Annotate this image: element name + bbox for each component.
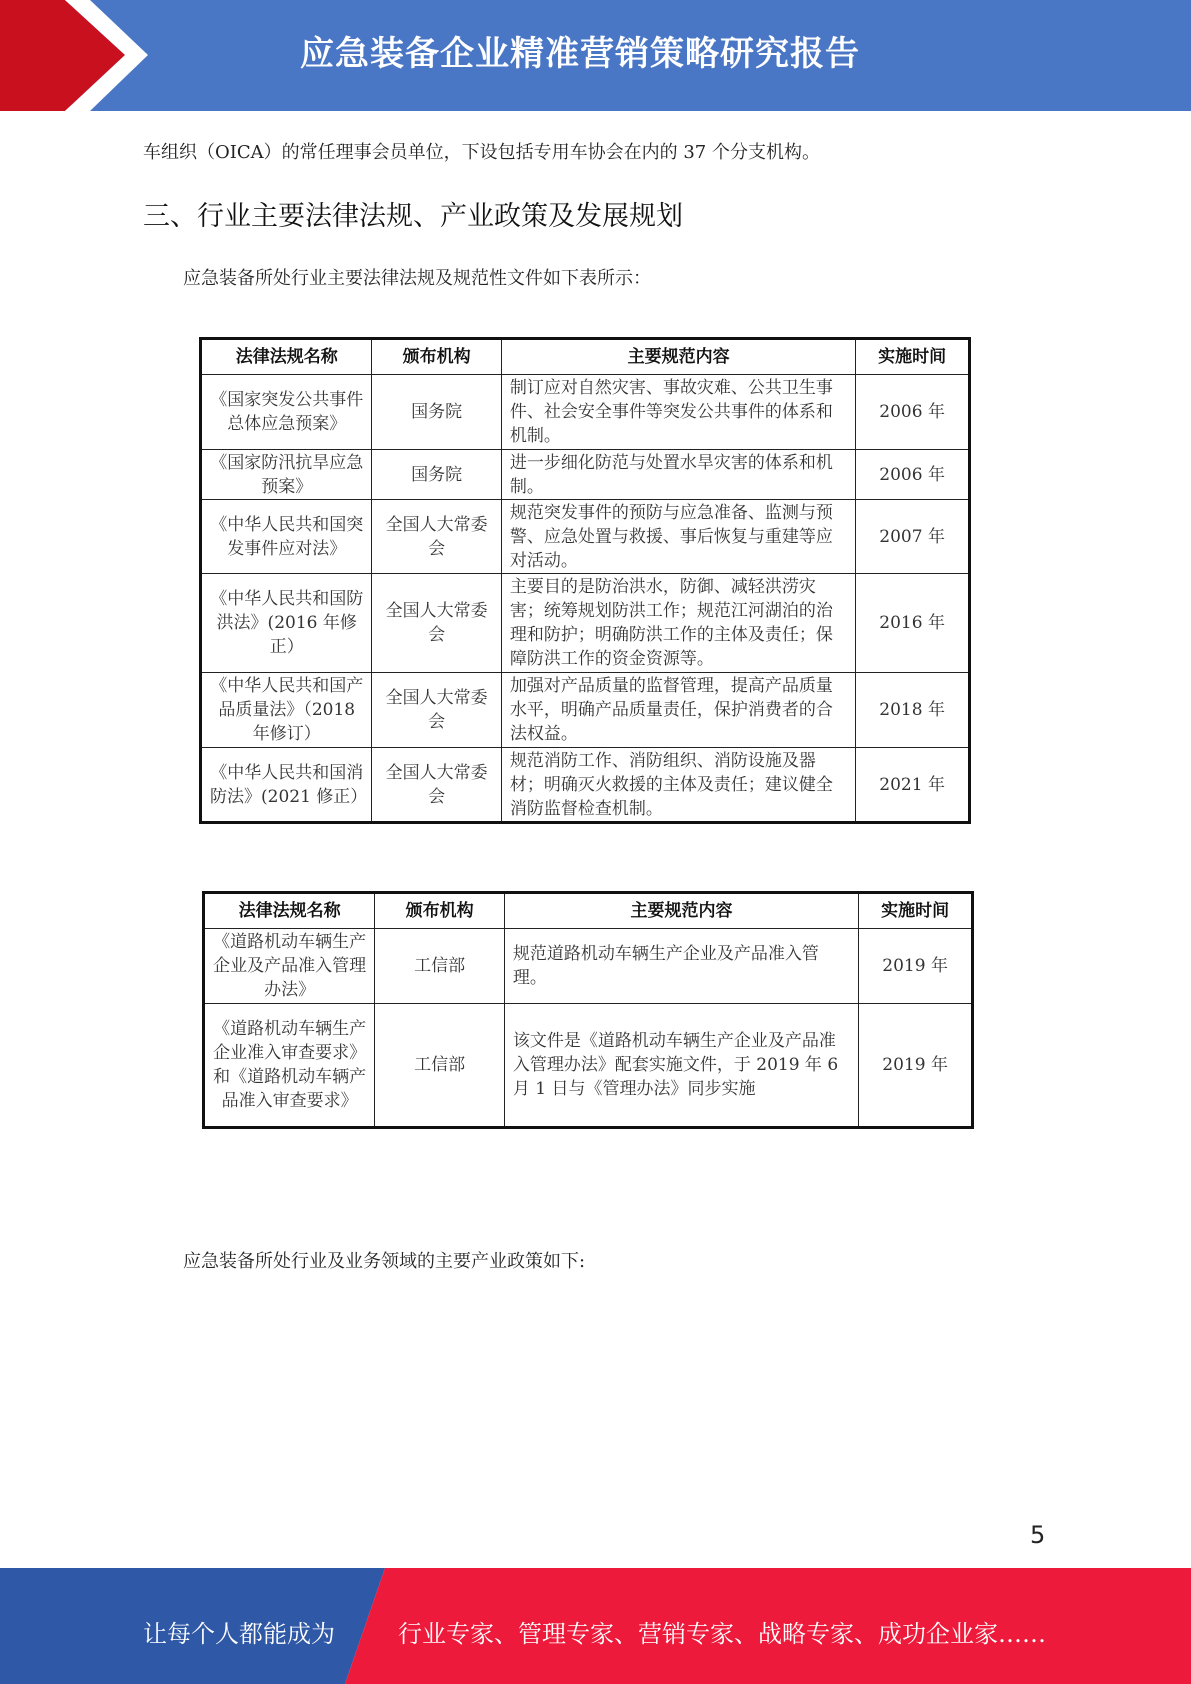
table-row [204, 1004, 973, 1128]
cell-date: 2016 年 [856, 574, 970, 673]
cell-content: 主要目的是防治洪水，防御、减轻洪涝灾害；统筹规划防洪工作；规范江河湖泊的治理和防护；明确防洪工作的主体及责任；保障防洪工作的资金资源等。 [501, 574, 855, 673]
footer-slogan-right: 行业专家、管理专家、营销专家、战略专家、成功企业家…… [398, 1620, 1046, 1648]
header-chevron-logo [0, 0, 160, 111]
cell-content: 规范消防工作、消防组织、消防设施及器材；明确灭火救援的主体及责任；建议健全消防监督检查机制。 [501, 748, 855, 823]
cell-name: 《中华人民共和国产品质量法》（2018 年修订） [201, 673, 372, 748]
page-number: 5 [1030, 1521, 1046, 1549]
table-row [201, 673, 970, 748]
table-intro: 应急装备所处行业主要法律法规及规范性文件如下表所示： [183, 268, 651, 289]
cell-name: 《中华人民共和国消防法》(2021 修正） [201, 748, 372, 823]
table-row [201, 500, 970, 574]
header-date: 实施时间 [859, 893, 973, 929]
cell-agency: 工信部 [375, 1004, 504, 1128]
header-name: 法律法规名称 [201, 339, 372, 375]
table-row [204, 929, 973, 1004]
table-header-row [204, 893, 973, 929]
footer-slogan-left: 让每个人都能成为 [143, 1620, 335, 1648]
cell-agency: 全国人大常委会 [372, 574, 501, 673]
table-row [201, 450, 970, 500]
cell-name: 《国家防汛抗旱应急预案》 [201, 450, 372, 500]
header-name: 法律法规名称 [204, 893, 375, 929]
cell-date: 2006 年 [856, 450, 970, 500]
page-header [0, 0, 1191, 111]
cell-agency: 国务院 [372, 450, 501, 500]
header-agency: 颁布机构 [372, 339, 501, 375]
header-date: 实施时间 [856, 339, 970, 375]
cell-name: 《国家突发公共事件总体应急预案》 [201, 375, 372, 450]
cell-date: 2006 年 [856, 375, 970, 450]
cell-content: 制订应对自然灾害、事故灾难、公共卫生事件、社会安全事件等突发公共事件的体系和机制。 [501, 375, 855, 450]
cell-date: 2019 年 [859, 929, 973, 1004]
cell-agency: 国务院 [372, 375, 501, 450]
cell-content: 加强对产品质量的监督管理，提高产品质量水平，明确产品质量责任，保护消费者的合法权益。 [501, 673, 855, 748]
cell-date: 2019 年 [859, 1004, 973, 1128]
cell-agency: 全国人大常委会 [372, 748, 501, 823]
cell-content: 进一步细化防范与处置水旱灾害的体系和机制。 [501, 450, 855, 500]
header-agency: 颁布机构 [375, 893, 504, 929]
table-row [201, 748, 970, 823]
law-table-2 [202, 891, 974, 1129]
cell-content: 规范道路机动车辆生产企业及产品准入管理。 [504, 929, 858, 1004]
table-header-row [201, 339, 970, 375]
table-row [201, 375, 970, 450]
cell-content: 规范突发事件的预防与应急准备、监测与预警、应急处置与救援、事后恢复与重建等应对活动。 [501, 500, 855, 574]
cell-date: 2021 年 [856, 748, 970, 823]
table-row [201, 574, 970, 673]
cell-agency: 工信部 [375, 929, 504, 1004]
cell-name: 《道路机动车辆生产企业准入审查要求》和《道路机动车辆产品准入审查要求》 [204, 1004, 375, 1128]
law-table-1 [199, 337, 971, 824]
cell-agency: 全国人大常委会 [372, 500, 501, 574]
cell-name: 《道路机动车辆生产企业及产品准入管理办法》 [204, 929, 375, 1004]
cell-agency: 全国人大常委会 [372, 673, 501, 748]
cell-date: 2018 年 [856, 673, 970, 748]
section-title: 三、行业主要法律法规、产业政策及发展规划 [143, 201, 683, 232]
cell-content: 该文件是《道路机动车辆生产企业及产品准入管理办法》配套实施文件，于 2019 年 6 月 1 日与《管理办法》同步实施 [504, 1004, 858, 1128]
cell-name: 《中华人民共和国防洪法》(2016 年修正） [201, 574, 372, 673]
header-content: 主要规范内容 [504, 893, 858, 929]
intro-line: 车组织（OICA）的常任理事会员单位，下设包括专用车协会在内的 37 个分支机构。 [143, 142, 820, 163]
policy-intro: 应急装备所处行业及业务领域的主要产业政策如下: [183, 1251, 586, 1272]
cell-date: 2007 年 [856, 500, 970, 574]
report-title: 应急装备企业精准营销策略研究报告 [300, 34, 860, 74]
cell-name: 《中华人民共和国突发事件应对法》 [201, 500, 372, 574]
header-content: 主要规范内容 [501, 339, 855, 375]
